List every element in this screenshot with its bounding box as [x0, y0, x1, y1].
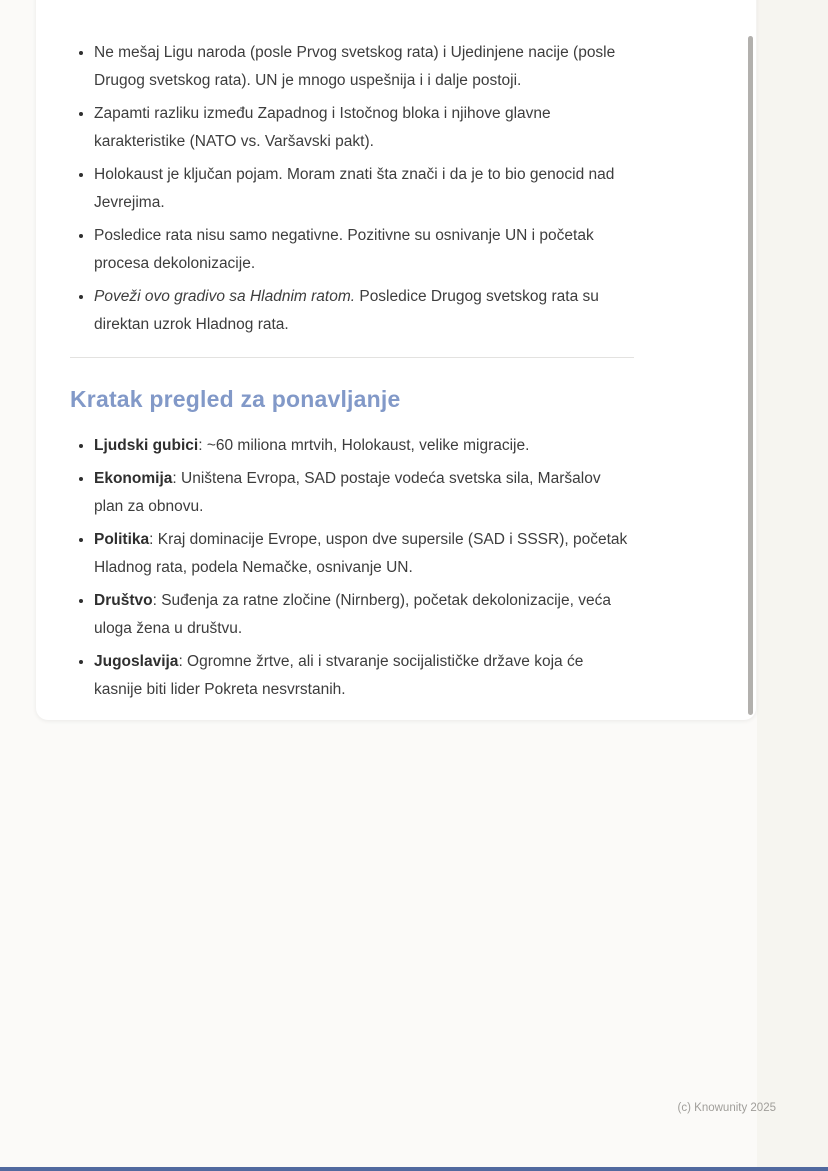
list-item — [94, 431, 634, 460]
list-item-text: Posledice Drugog svetskog rata su direktan uzrok Hladnog rata. — [94, 288, 599, 333]
list-item-italic-text: Poveži ovo gradivo sa Hladnim ratom. — [94, 288, 356, 305]
summary-text: : Suđenja za ratne zločine (Nirnberg), početak dekolonizacije, veća uloga žena u društvu. — [94, 592, 611, 637]
list-item-text: Ne mešaj Ligu naroda (posle Prvog svetskog rata) i Ujedinjene nacije (posle Drugog svetskog rata). UN je mnogo uspešnija i i dalje postoji. — [94, 44, 616, 89]
list-item-text: Zapamti razliku između Zapadnog i Istočnog bloka i njihove glavne karakteristike (NATO vs. Varšavski pakt). — [94, 105, 551, 150]
list-item-text: Holokaust je ključan pojam. Moram znati šta znači i da je to bio genocid nad Jevrejima. — [94, 166, 615, 211]
summary-text: : Uništena Evropa, SAD postaje vodeća svetska sila, Maršalov plan za obnovu. — [94, 470, 601, 515]
bottom-edge-bar — [0, 1167, 828, 1171]
list-item-text: Posledice rata nisu samo negativne. Pozitivne su osnivanje UN i početak procesa dekolonizacije. — [94, 227, 594, 272]
study-tips-list — [70, 38, 634, 339]
list-item — [94, 647, 634, 704]
list-item — [94, 38, 634, 95]
scrollbar-thumb[interactable] — [748, 36, 753, 715]
summary-term: Jugoslavija — [94, 653, 179, 670]
list-item — [94, 160, 634, 217]
list-item — [94, 99, 634, 156]
copyright-footer: (c) Knowunity 2025 — [677, 1102, 776, 1114]
summary-term: Ekonomija — [94, 470, 173, 487]
list-item — [94, 586, 634, 643]
summary-list — [70, 431, 634, 704]
section-heading: Kratak pregled za ponavljanje — [70, 386, 401, 412]
page-margin-strip — [757, 0, 828, 1171]
document-content — [36, 0, 634, 704]
list-item — [94, 525, 634, 582]
list-item — [94, 464, 634, 521]
summary-term: Politika — [94, 531, 150, 548]
summary-term: Ljudski gubici — [94, 437, 199, 454]
summary-text: : ~60 miliona mrtvih, Holokaust, velike migracije. — [198, 437, 530, 454]
section-divider — [70, 357, 634, 358]
document-page — [36, 0, 756, 720]
summary-text: : Kraj dominacije Evrope, uspon dve supersile (SAD i SSSR), početak Hladnog rata, podela Nemačke, osnivanje UN. — [94, 531, 628, 576]
summary-term: Društvo — [94, 592, 153, 609]
summary-text: : Ogromne žrtve, ali i stvaranje socijalističke države koja će kasnije biti lider Pokreta nesvrstanih. — [94, 653, 584, 698]
list-item — [94, 221, 634, 278]
list-item — [94, 282, 634, 339]
